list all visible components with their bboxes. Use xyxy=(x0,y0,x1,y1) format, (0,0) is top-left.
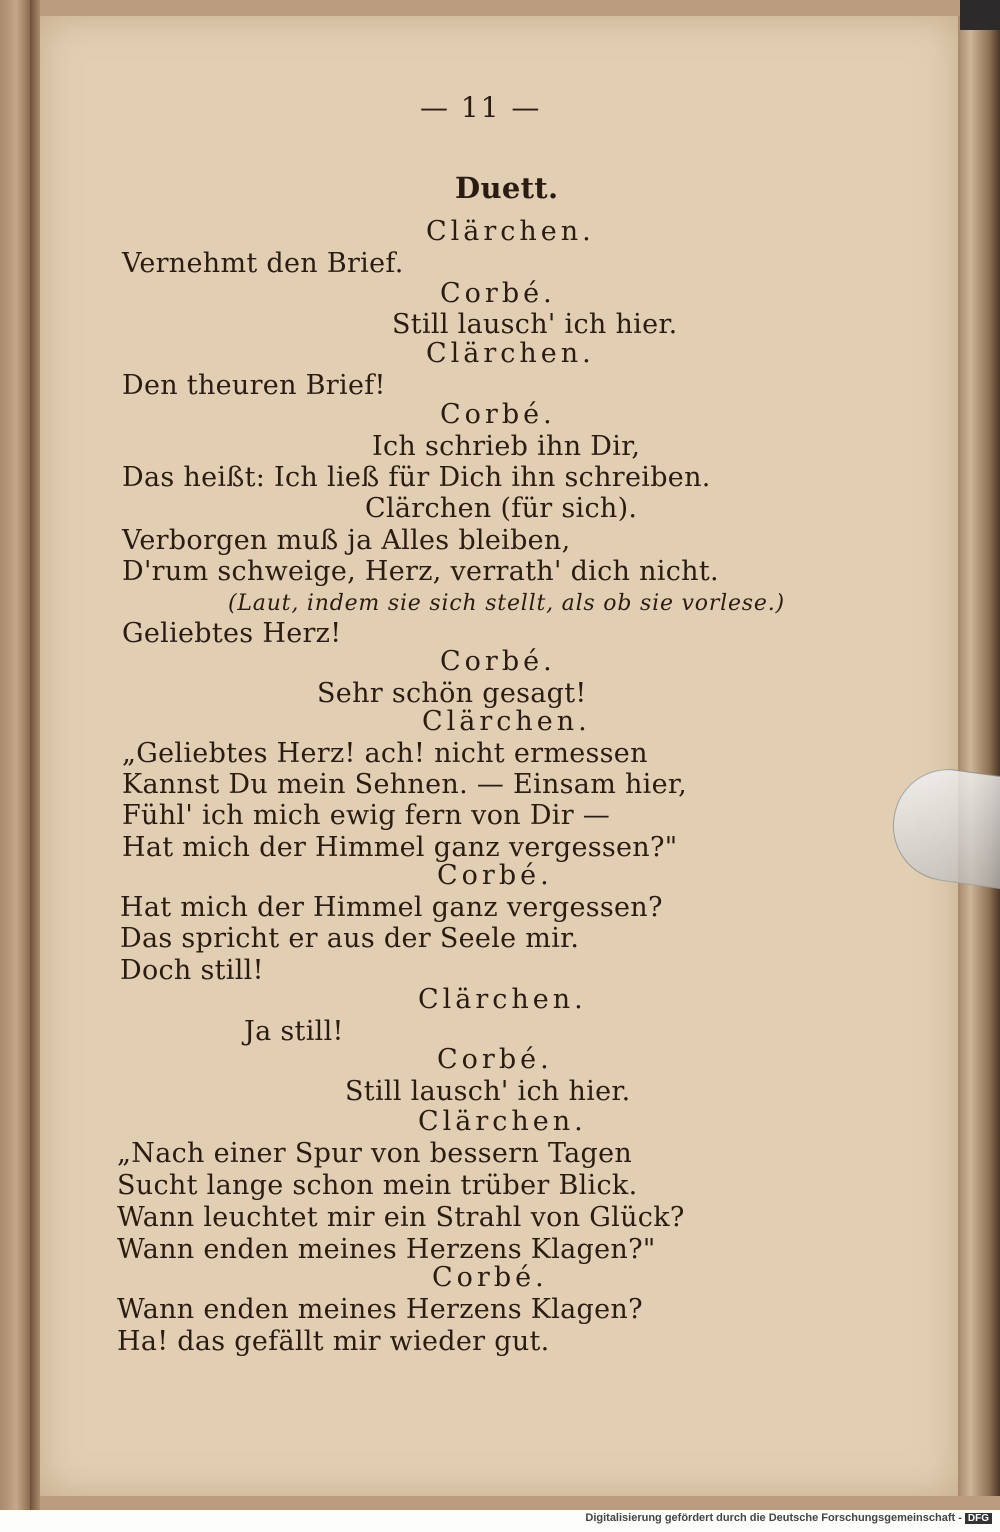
speaker-name: Corbé. xyxy=(437,860,553,891)
verse-line: Ich schrieb ihn Dir, xyxy=(372,431,641,462)
verse-line: Hat mich der Himmel ganz vergessen? xyxy=(120,892,663,923)
verse-line: Wann enden meines Herzens Klagen? xyxy=(117,1294,643,1325)
verse-line: Doch still! xyxy=(120,955,264,986)
verse-line: D'rum schweige, Herz, verrath' dich nicht. xyxy=(122,556,719,587)
verse-line: Fühl' ich mich ewig fern von Dir — xyxy=(122,800,611,831)
verse-line: Still lausch' ich hier. xyxy=(345,1076,631,1107)
speaker-name: Corbé. xyxy=(440,278,556,309)
previous-page-edge xyxy=(0,0,30,1510)
dfg-logo: DFG xyxy=(965,1513,992,1524)
speaker-name: Corbé. xyxy=(440,399,556,430)
verse-line: Sehr schön gesagt! xyxy=(317,678,587,709)
page-stack-edge xyxy=(958,16,1000,1496)
speaker-name: Clärchen. xyxy=(418,1106,587,1137)
page-number: — 11 — xyxy=(420,91,542,124)
verse-line: Kannst Du mein Sehnen. — Einsam hier, xyxy=(122,769,688,800)
speaker-name: Clärchen. xyxy=(426,338,595,369)
verse-line: Den theuren Brief! xyxy=(122,370,386,401)
verse-line: Vernehmt den Brief. xyxy=(122,248,404,279)
verse-line: Still lausch' ich hier. xyxy=(392,309,678,340)
credit-text: Digitalisierung gefördert durch die Deutsche Forschungsgemeinschaft - xyxy=(585,1512,962,1524)
verse-line: Hat mich der Himmel ganz vergessen?" xyxy=(122,832,678,863)
verse-line: Sucht lange schon mein trüber Blick. xyxy=(117,1170,638,1201)
verse-line: „Nach einer Spur von bessern Tagen xyxy=(117,1138,633,1169)
verse-line: Das heißt: Ich ließ für Dich ihn schreiben. xyxy=(122,462,711,493)
speaker-name: Clärchen. xyxy=(426,216,595,247)
verse-line: „Geliebtes Herz! ach! nicht ermessen xyxy=(122,738,648,769)
verse-line: Ja still! xyxy=(244,1016,344,1047)
speaker-name: Corbé. xyxy=(432,1262,548,1293)
section-heading: Duett. xyxy=(455,171,559,205)
speaker-with-direction: Clärchen (für sich). xyxy=(365,493,638,524)
verse-line: Das spricht er aus der Seele mir. xyxy=(120,923,580,954)
verse-line: Ha! das gefällt mir wieder gut. xyxy=(117,1326,550,1357)
book-gutter xyxy=(30,0,40,1510)
stage-direction: (Laut, indem sie sich stellt, als ob sie vorlese.) xyxy=(228,591,785,616)
speaker-name: Clärchen. xyxy=(418,984,587,1015)
verse-line: Verborgen muß ja Alles bleiben, xyxy=(122,525,571,556)
verse-line: Wann leuchtet mir ein Strahl von Glück? xyxy=(117,1202,685,1233)
verse-line: Geliebtes Herz! xyxy=(122,618,342,649)
speaker-name: Clärchen. xyxy=(422,706,591,737)
digitization-credit xyxy=(585,1512,992,1524)
verse-line: Wann enden meines Herzens Klagen?" xyxy=(117,1234,656,1265)
speaker-name: Corbé. xyxy=(440,646,556,677)
background-corner xyxy=(960,0,1000,30)
speaker-name: Corbé. xyxy=(437,1044,553,1075)
